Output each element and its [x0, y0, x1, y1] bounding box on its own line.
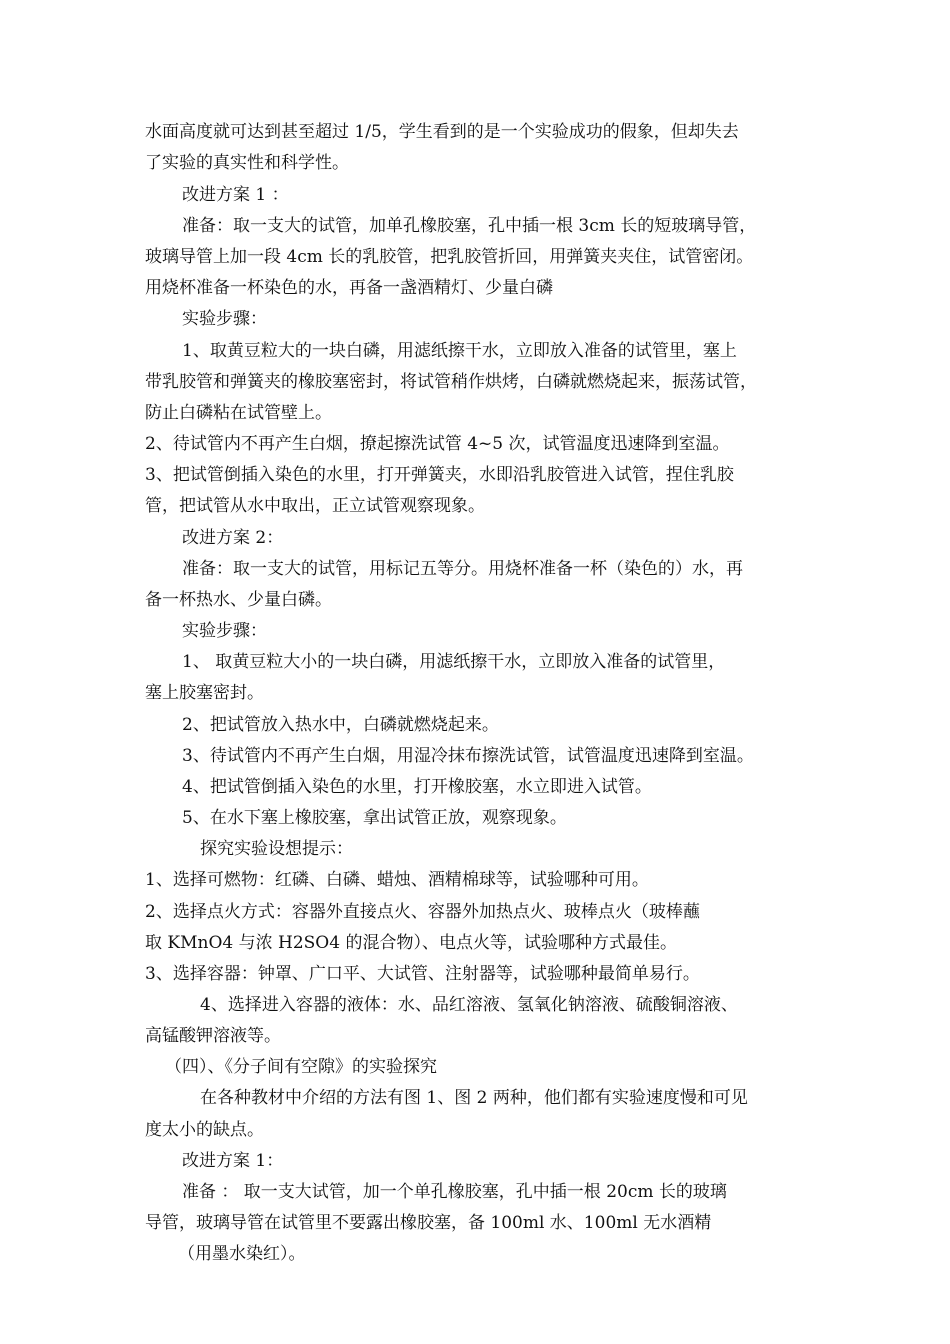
text-line: 3、选择容器：钟罩、广口平、大试管、注射器等，试验哪种最简单易行。 [145, 964, 700, 984]
text-line: 2、待试管内不再产生白烟，撩起擦洗试管 4~5 次，试管温度迅速降到室温。 [145, 434, 730, 454]
text-line: 在各种教材中介绍的方法有图 1、图 2 两种，他们都有实验速度慢和可见 [200, 1088, 748, 1108]
text-line: 玻璃导管上加一段 4cm 长的乳胶管，把乳胶管折回，用弹簧夹夹住，试管密闭。 [145, 247, 754, 267]
text-line: 1、取黄豆粒大的一块白磷，用滤纸擦干水，立即放入准备的试管里，塞上 [182, 341, 737, 361]
text-line: 备一杯热水、少量白磷。 [145, 590, 332, 610]
text-line: 水面高度就可达到甚至超过 1/5，学生看到的是一个实验成功的假象，但却失去 [145, 122, 739, 142]
text-line: （用墨水染红）。 [178, 1244, 306, 1264]
text-line: 准备：取一支大的试管，加单孔橡胶塞，孔中插一根 3cm 长的短玻璃导管， [182, 216, 757, 236]
text-line: 1、选择可燃物：红磷、白磷、蜡烛、酒精棉球等，试验哪种可用。 [145, 870, 649, 890]
text-line: 3、把试管倒插入染色的水里，打开弹簧夹，水即沿乳胶管进入试管，捏住乳胶 [145, 465, 734, 485]
text-line: 取 KMnO4 与浓 H2SO4 的混合物）、电点火等，试验哪种方式最佳。 [145, 933, 677, 953]
section-heading: 改进方案 2： [182, 528, 284, 548]
text-line: 4、把试管倒插入染色的水里，打开橡胶塞，水立即进入试管。 [182, 777, 652, 797]
section-heading: 实验步骤： [182, 309, 267, 329]
text-line: 了实验的真实性和科学性。 [145, 153, 349, 173]
text-line: 管，把试管从水中取出，正立试管观察现象。 [145, 496, 485, 516]
section-heading: 改进方案 1 ： [182, 185, 289, 205]
text-line: 高锰酸钾溶液等。 [145, 1026, 281, 1046]
text-line: 防止白磷粘在试管壁上。 [145, 403, 332, 423]
section-heading: （四）、《分子间有空隙》的实验探究 [165, 1057, 437, 1077]
section-heading: 探究实验设想提示： [200, 839, 353, 859]
section-heading: 实验步骤： [182, 621, 267, 641]
text-line: 2、选择点火方式：容器外直接点火、容器外加热点火、玻棒点火（玻棒蘸 [145, 902, 700, 922]
text-line: 3、待试管内不再产生白烟，用湿冷抹布擦洗试管，试管温度迅速降到室温。 [182, 746, 754, 766]
text-line: 准备 ： 取一支大试管，加一个单孔橡胶塞，孔中插一根 20cm 长的玻璃 [182, 1182, 727, 1202]
text-line: 5、在水下塞上橡胶塞，拿出试管正放，观察现象。 [182, 808, 567, 828]
text-line: 带乳胶管和弹簧夹的橡胶塞密封，将试管稍作烘烤，白磷就燃烧起来，振荡试管， [145, 372, 757, 392]
text-line: 2、把试管放入热水中，白磷就燃烧起来。 [182, 715, 499, 735]
text-line: 4、选择进入容器的液体：水、品红溶液、氢氧化钠溶液、硫酸铜溶液、 [200, 995, 738, 1015]
section-heading: 改进方案 1： [182, 1151, 284, 1171]
text-line: 度太小的缺点。 [145, 1120, 264, 1140]
text-line: 1、 取黄豆粒大小的一块白磷，用滤纸擦干水，立即放入准备的试管里， [182, 652, 726, 672]
text-line: 塞上胶塞密封。 [145, 683, 264, 703]
text-line: 用烧杯准备一杯染色的水，再备一盏酒精灯、少量白磷 [145, 278, 553, 298]
text-line: 准备：取一支大的试管，用标记五等分。用烧杯准备一杯（染色的）水，再 [182, 559, 743, 579]
text-line: 导管，玻璃导管在试管里不要露出橡胶塞，备 100ml 水、100ml 无水酒精 [145, 1213, 712, 1233]
